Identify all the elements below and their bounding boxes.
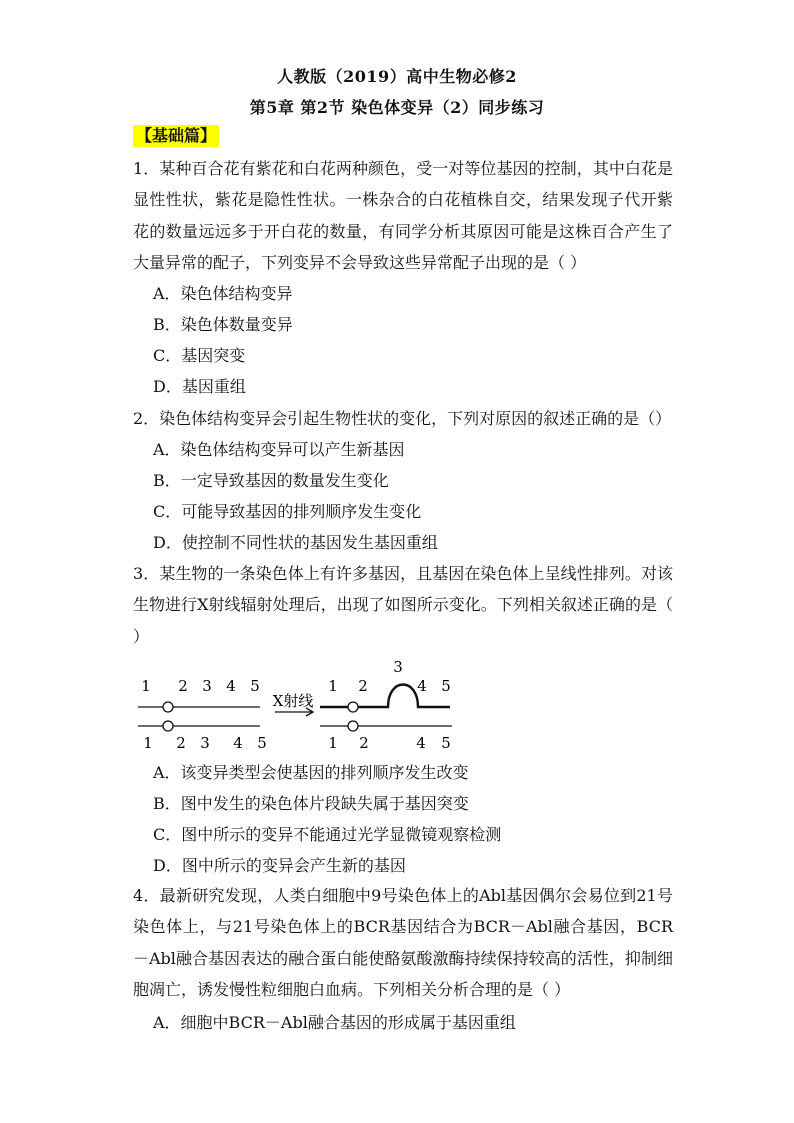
question-1-option-d: D．基因重组: [153, 377, 246, 396]
question-1-option-a: A．染色体结构变异: [153, 284, 293, 303]
left-top-label-4: 4: [226, 677, 236, 695]
right-top-label-5: 5: [441, 677, 451, 695]
right-bottom-label-2: 2: [359, 734, 369, 752]
question-3-option-b: B．图中发生的染色体片段缺失属于基因突变: [153, 794, 469, 813]
right-centromere-top: [348, 702, 358, 712]
left-bottom-label-5: 5: [257, 734, 267, 752]
left-centromere-top: [163, 702, 173, 712]
arrow-label: X射线: [272, 692, 314, 710]
document-subtitle: 第5章 第2节 染色体变异（2）同步练习: [249, 98, 545, 117]
right-top-label-2: 2: [358, 677, 368, 695]
question-3-option-c: C．图中所示的变异不能通过光学显微镜观察检测: [153, 825, 502, 844]
section-label-basic: 【基础篇】: [133, 125, 219, 147]
right-bottom-label-4: 4: [416, 734, 426, 752]
right-bottom-label-1: 1: [328, 734, 338, 752]
question-3-option-d: D．图中所示的变异会产生新的基因: [153, 856, 406, 875]
left-top-label-2: 2: [178, 677, 188, 695]
right-top-label-1: 1: [328, 677, 338, 695]
question-3-option-a: A．该变异类型会使基因的排列顺序发生改变: [153, 763, 469, 782]
chromosome-variation-figure: [130, 655, 460, 755]
left-bottom-label-3: 3: [200, 734, 210, 752]
right-top-label-4: 4: [417, 677, 427, 695]
question-2-option-a: A．染色体结构变异可以产生新基因: [153, 440, 405, 459]
left-centromere-bottom: [163, 721, 173, 731]
question-2-option-d: D．使控制不同性状的基因发生基因重组: [153, 533, 438, 552]
left-bottom-label-4: 4: [233, 734, 243, 752]
left-top-label-5: 5: [250, 677, 260, 695]
right-centromere-bottom: [348, 721, 358, 731]
document-title: 人教版（2019）高中生物必修2: [277, 67, 517, 86]
question-1-stem: 1．某种百合花有紫花和白花两种颜色，受一对等位基因的控制，其中白花是显性性状，紫花是隐性性状。一株杂合的白花植株自交，结果发现子代开紫花的数量远远多于开白花的数量，有同学分析其原因可能是这株百合产生了大量异常的配子，下列变异不会导致这些异常配子出现的是（ ）: [133, 159, 673, 272]
right-top-label-3: 3: [393, 658, 403, 676]
right-bottom-label-5: 5: [441, 734, 451, 752]
left-top-label-3: 3: [202, 677, 212, 695]
left-bottom-label-2: 2: [176, 734, 186, 752]
left-bottom-label-1: 1: [143, 734, 153, 752]
question-1-option-b: B．染色体数量变异: [153, 315, 293, 334]
right-chromosome-top-loop: [320, 685, 450, 708]
question-2-option-c: C．可能导致基因的排列顺序发生变化: [153, 502, 422, 521]
question-1-option-c: C．基因突变: [153, 346, 246, 365]
question-4-stem: 4．最新研究发现，人类白细胞中9号染色体上的Abl基因偶尔会易位到21号染色体上，与21号染色体上的BCR基因结合为BCR－Abl融合基因，BCR－Abl融合基因表达的融合蛋白能使酪氨酸激酶持续保持较高的活性，抑制细胞凋亡，诱发慢性粒细胞白血病。下列相关分析合理的是（ ）: [133, 886, 673, 999]
question-2-stem: 2．染色体结构变异会引起生物性状的变化，下列对原因的叙述正确的是（）: [133, 409, 672, 428]
question-4-option-a: A．细胞中BCR－Abl融合基因的形成属于基因重组: [153, 1013, 516, 1032]
left-top-label-1: 1: [141, 677, 151, 695]
question-2-option-b: B．一定导致基因的数量发生变化: [153, 471, 389, 490]
question-3-stem: 3．某生物的一条染色体上有许多基因，且基因在染色体上呈线性排列。对该生物进行X射线辐射处理后，出现了如图所示变化。下列相关叙述正确的是（ ）: [133, 564, 673, 646]
